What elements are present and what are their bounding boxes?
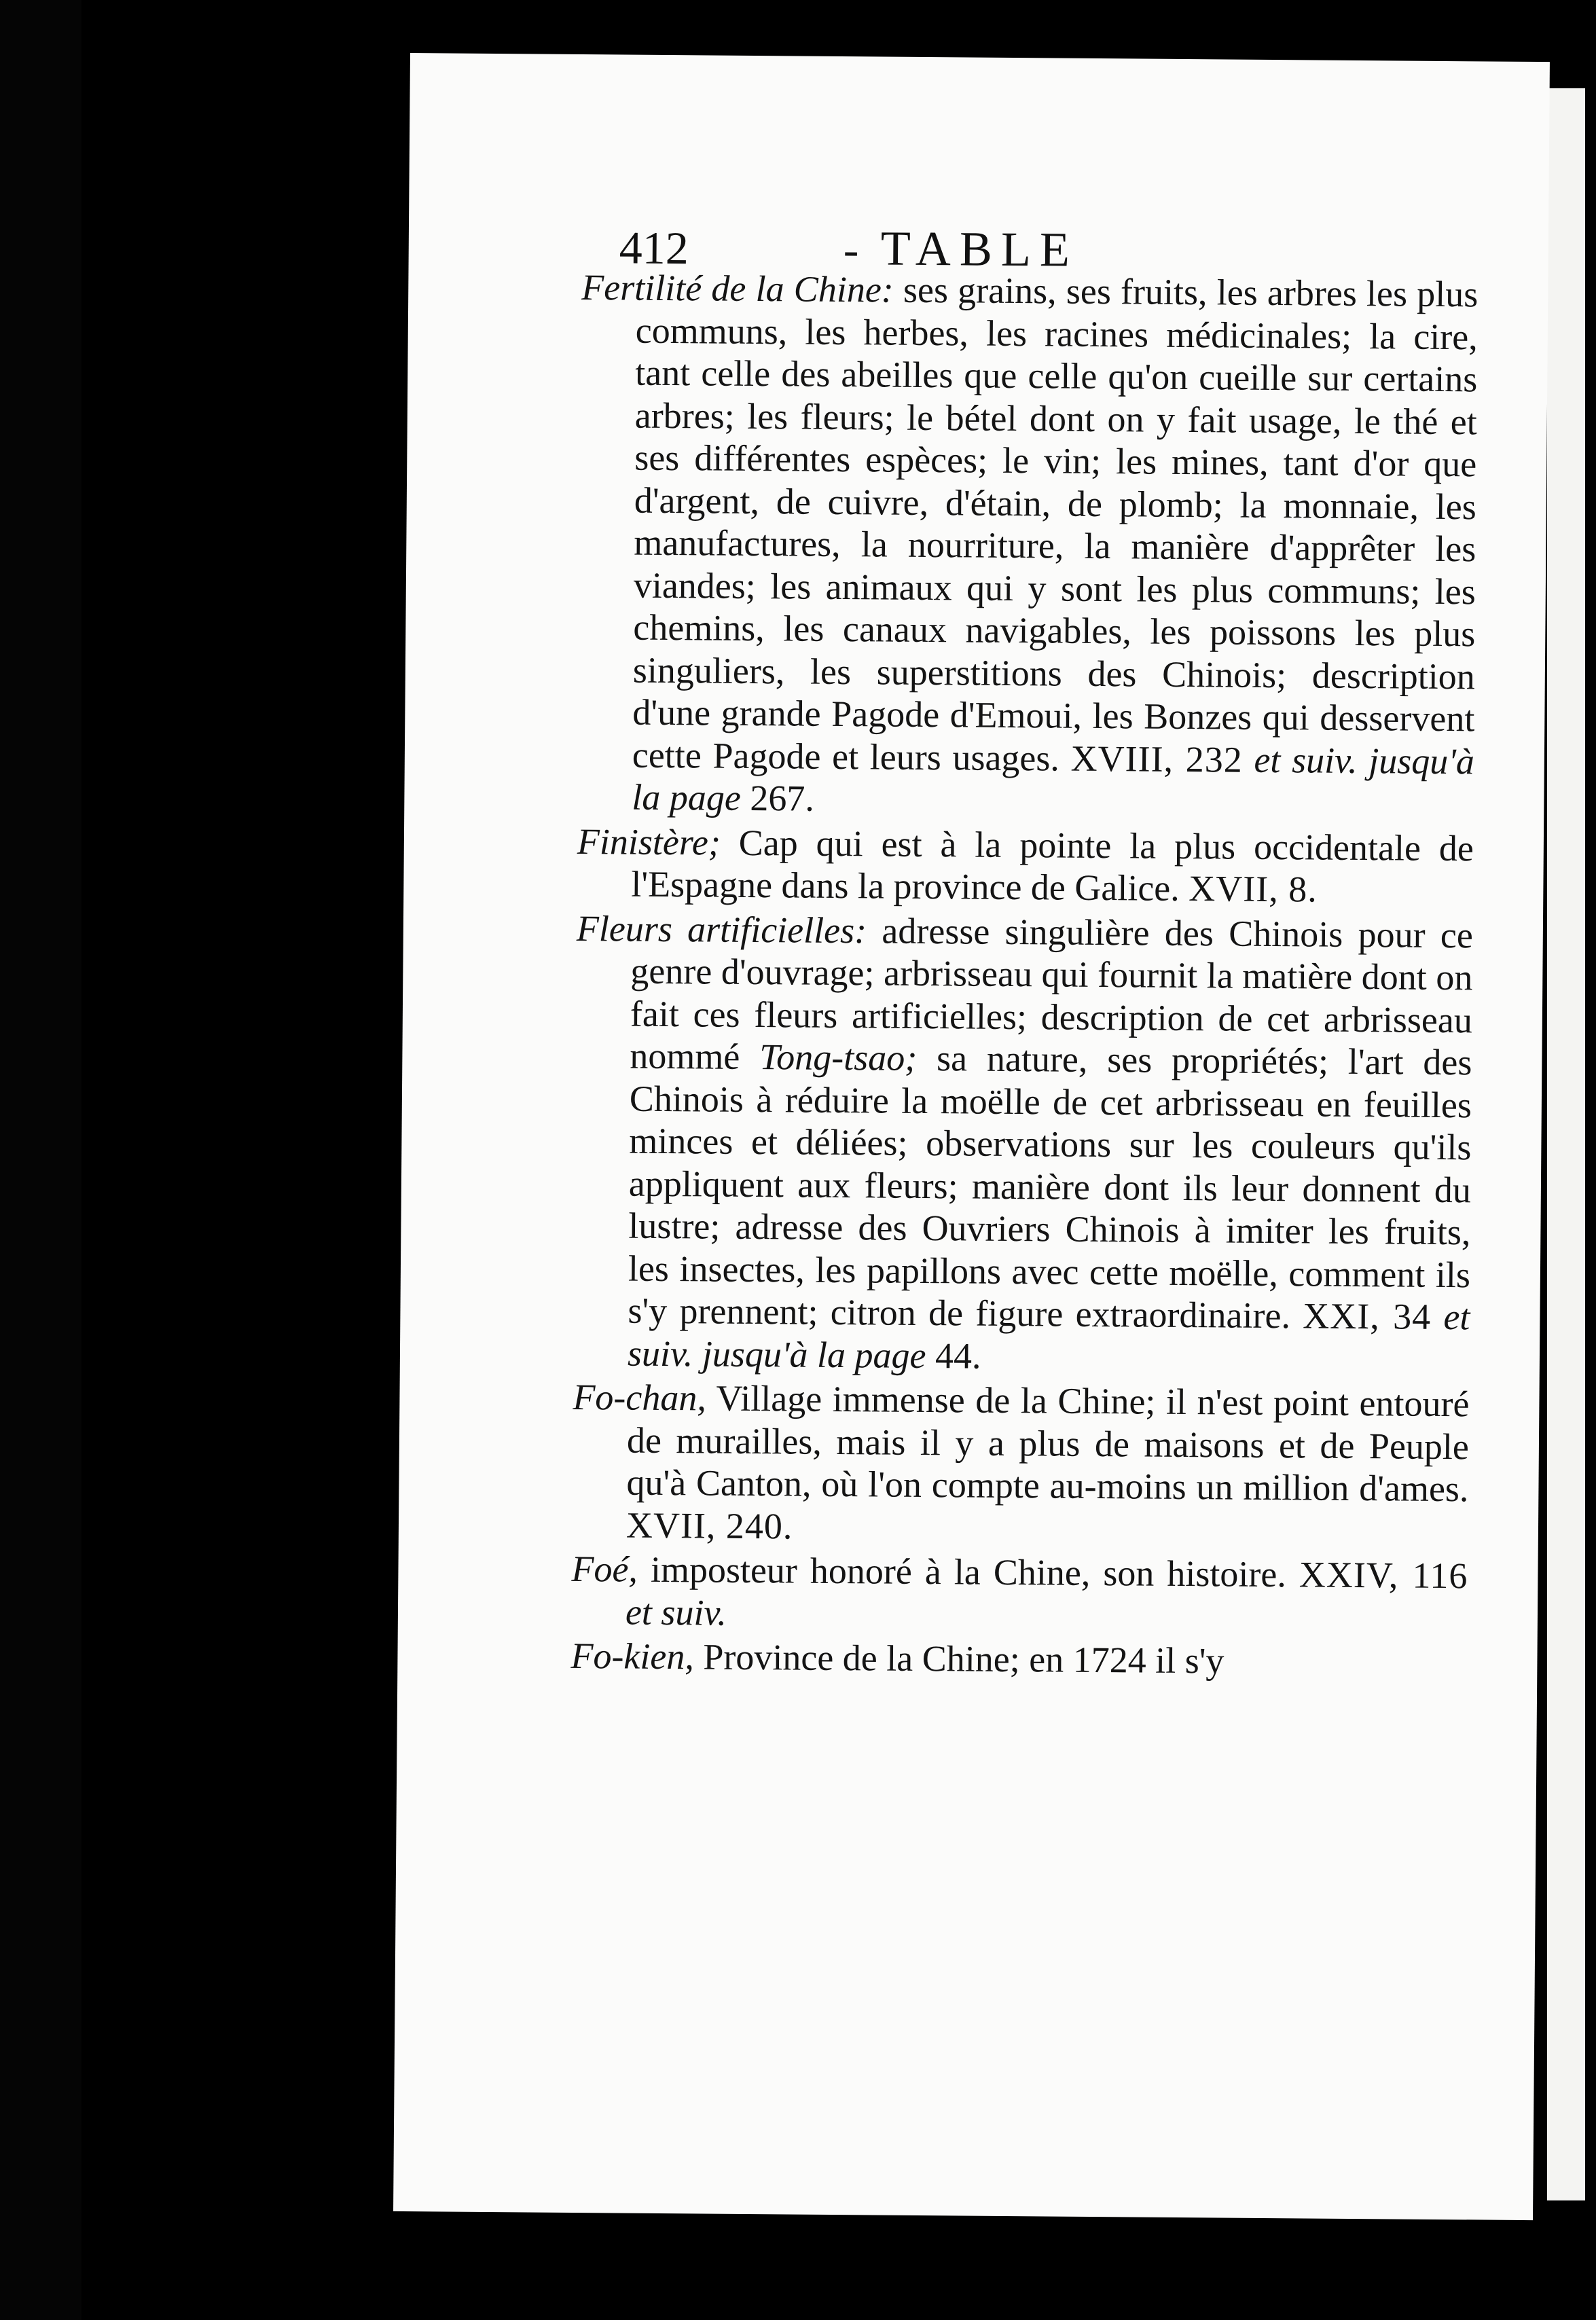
entry-reference: XVII, 240.	[625, 1504, 793, 1546]
entry-reference-end: 44.	[935, 1335, 981, 1377]
entry-text: adresse singulière des Chinois pour ce genre d'ouvrage; arbrisseau qui fournit la matière dont on fait ces fleurs artificielles; description de cet arbrisseau nommé	[630, 909, 1474, 1077]
index-entry	[572, 1376, 1470, 1553]
entry-reference-end: 267.	[750, 777, 815, 819]
entry-head: Finistère;	[577, 820, 721, 863]
entry-reference-note: et suiv.	[625, 1591, 727, 1633]
entry-reference-note: et suiv. jusqu'à la page	[632, 739, 1475, 818]
entry-head: Fertilité de la Chine:	[581, 266, 894, 310]
entry-reference-note: et suiv. jusqu'à la page	[627, 1297, 1470, 1376]
entry-head: Fo-kien,	[570, 1635, 695, 1678]
index-entry	[570, 1635, 1467, 1684]
entry-reference: XXI, 34	[1303, 1295, 1432, 1337]
entry-text-continued: sa nature, ses propriétés; l'art des Chinois à réduire la moëlle de cet arbrisseau en feuilles minces et déliées; observations sur les couleurs qu'ils appliquent aux fleurs; manière dont ils leur donnent du lustre; adresse des Ouvriers Chinois à imiter les fruits, les insectes, les papillons avec cette moëlle, comment ils s'y prennent; citron de figure extraordinaire.	[628, 1038, 1472, 1337]
index-entry	[577, 266, 1478, 825]
book-page	[393, 53, 1550, 2220]
index-entry	[571, 1548, 1468, 1639]
index-entry	[573, 907, 1473, 1381]
book-edge-left	[0, 0, 81, 2320]
index-entries	[570, 266, 1478, 1686]
entry-head: Fo-chan,	[573, 1376, 707, 1419]
entry-head: Foé,	[571, 1548, 638, 1590]
header-ornament: -	[843, 223, 859, 276]
facing-page-edge	[1547, 88, 1585, 2200]
running-title: TABLE	[880, 221, 1079, 277]
entry-text: Cap qui est à la pointe la plus occidentale de l'Espagne dans la province de Galice.	[631, 822, 1474, 909]
entry-text: imposteur honoré à la Chine, son histoire.	[650, 1548, 1287, 1595]
page-number: 412	[619, 221, 689, 274]
entry-reference: XVIII, 232	[1070, 738, 1244, 780]
entry-head: Fleurs artificielles:	[576, 907, 867, 951]
entry-text: Village immense de la Chine; il n'est point entouré de murailles, mais il y a plus de maisons et de Peuple qu'à Canton, où l'on compte au-moins un million d'ames.	[626, 1377, 1470, 1510]
entry-text: Province de la Chine; en 1724 il s'y	[703, 1636, 1225, 1682]
entry-subhead: Tong-tsao;	[759, 1036, 918, 1079]
entry-reference: XVII, 8.	[1189, 868, 1318, 910]
index-entry	[577, 820, 1474, 911]
entry-text: ses grains, ses fruits, les arbres les plus communs, les herbes, les racines médicinales; la cire, tant celle des abeilles que celle qu'on cueille sur certains arbres; les fleurs; le bétel dont on y fait usage, le thé et ses différentes espèces; le vin; les mines, tant d'or que d'argent, de cuivre, d'étain, de plomb; la monnaie, les manufactures, la nourriture, la manière d'apprêter les viandes; les animaux qui y sont les plus communs; les chemins, les canaux navigables, les poissons les plus singuliers, les superstitions des Chinois; description d'une grande Pagode d'Emoui, les Bonzes qui desservent cette Pagode et leurs usages.	[632, 269, 1479, 779]
entry-reference: XXIV, 116	[1299, 1554, 1468, 1597]
